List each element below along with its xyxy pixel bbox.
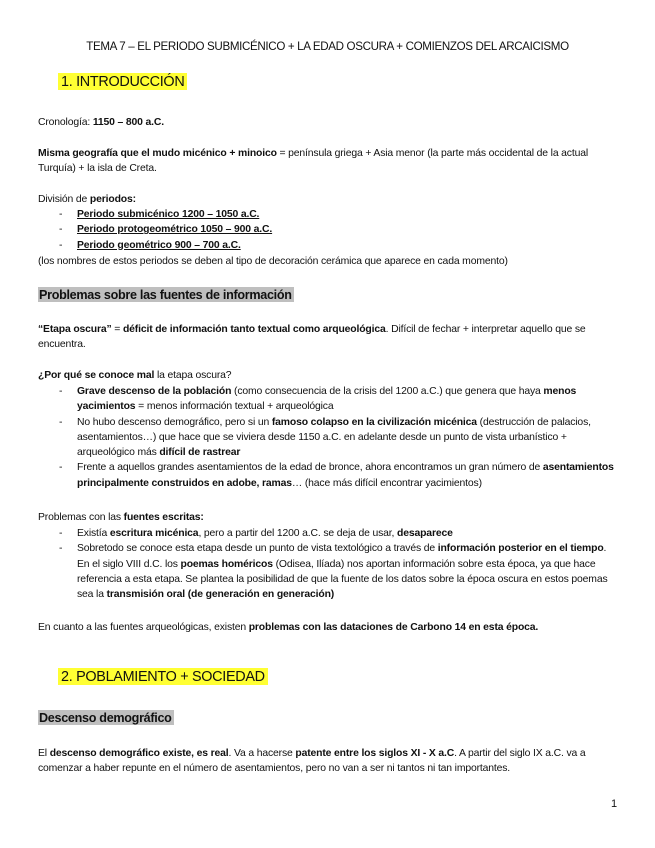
list-item: - Sobretodo se conoce esta etapa desde un punto de vista textológico a través de información posterior en el tiempo. En el siglo VIII d.C. los poemas homéricos (Odisea, Ilíada) nos aportan información sobre esta época, ya que hace referencia a esta etapa. Se plantea la posibilidad de que la fuente de los datos sobre la época oscura en estos poemas sea la transmisión oral (de generación en generación) bbox=[59, 543, 608, 601]
problemas-heading: Problemas sobre las fuentes de información bbox=[39, 288, 292, 302]
descenso-heading: Descenso demográfico bbox=[39, 711, 172, 725]
list-item: - Grave descenso de la población (como consecuencia de la crisis del 1200 a.C.) que genera que haya menos yacimientos = menos información textual + arqueológica bbox=[59, 386, 577, 413]
division-line: División de periodos: bbox=[38, 194, 136, 205]
page-number: 1 bbox=[611, 798, 617, 810]
descenso-paragraph: El descenso demográfico existe, es real. Va a hacerse patente entre los siglos XI - X a.C. A partir del siglo IX a.C. va a comenzar a haber repunte en el número de asentamientos, pero no van a ser ni tantos ni tan importantes. bbox=[38, 748, 586, 775]
periodos-note: (los nombres de estos periodos se deben al tipo de decoración cerámica que aparece en cada momento) bbox=[38, 256, 508, 267]
document-title: TEMA 7 – EL PERIODO SUBMICÉNICO + LA EDAD OSCURA + COMIENZOS DEL ARCAICISMO bbox=[86, 40, 569, 53]
list-item: - Periodo protogeométrico 1050 – 900 a.C. bbox=[59, 224, 273, 236]
list-item: - Periodo submicénico 1200 – 1050 a.C. bbox=[59, 209, 260, 220]
list-item: - Existía escritura micénica, pero a partir del 1200 a.C. se deja de usar, desaparece bbox=[59, 528, 453, 539]
geografia-paragraph: Misma geografía que el mudo micénico + minoico = península griega + Asia menor (la parte más occidental de la actual Turquía) + la isla de Creta. bbox=[38, 148, 589, 175]
list-item: - Frente a aquellos grandes asentamientos de la edad de bronce, ahora encontramos un gran número de asentamientos principalmente construidos en adobe, ramas… (hace más difícil encontrar yacimientos) bbox=[59, 462, 614, 489]
periodos-list bbox=[38, 207, 618, 253]
razones-list bbox=[38, 384, 618, 491]
list-item: - No hubo descenso demográfico, pero si un famoso colapso en la civilización micénica (destrucción de palacios, asentamientos…) que hace que se viviera desde 1150 a.C. en adelante desde un punto de vista urbanístico + arqueológico más difícil de rastrear bbox=[59, 416, 591, 459]
etapa-oscura-paragraph: “Etapa oscura” = déficit de información tanto textual como arqueológica. Difícil de fechar + interpretar aquello que se encuentra. bbox=[38, 324, 586, 351]
arqueologicas-paragraph: En cuanto a las fuentes arqueológicas, existen problemas con las dataciones de Carbono 14 en esta época. bbox=[38, 622, 539, 633]
section-2-heading: 2. POBLAMIENTO + SOCIEDAD bbox=[58, 668, 268, 687]
escritas-list bbox=[38, 526, 618, 602]
section-1-heading: 1. INTRODUCCIÓN bbox=[58, 73, 187, 92]
por-que-line: ¿Por qué se conoce mal la etapa oscura? bbox=[38, 370, 232, 381]
cronologia-line: Cronología: 1150 – 800 a.C. bbox=[38, 117, 164, 128]
fuentes-escritas-line: Problemas con las fuentes escritas: bbox=[38, 512, 204, 523]
list-item: - Periodo geométrico 900 – 700 a.C. bbox=[59, 239, 241, 251]
